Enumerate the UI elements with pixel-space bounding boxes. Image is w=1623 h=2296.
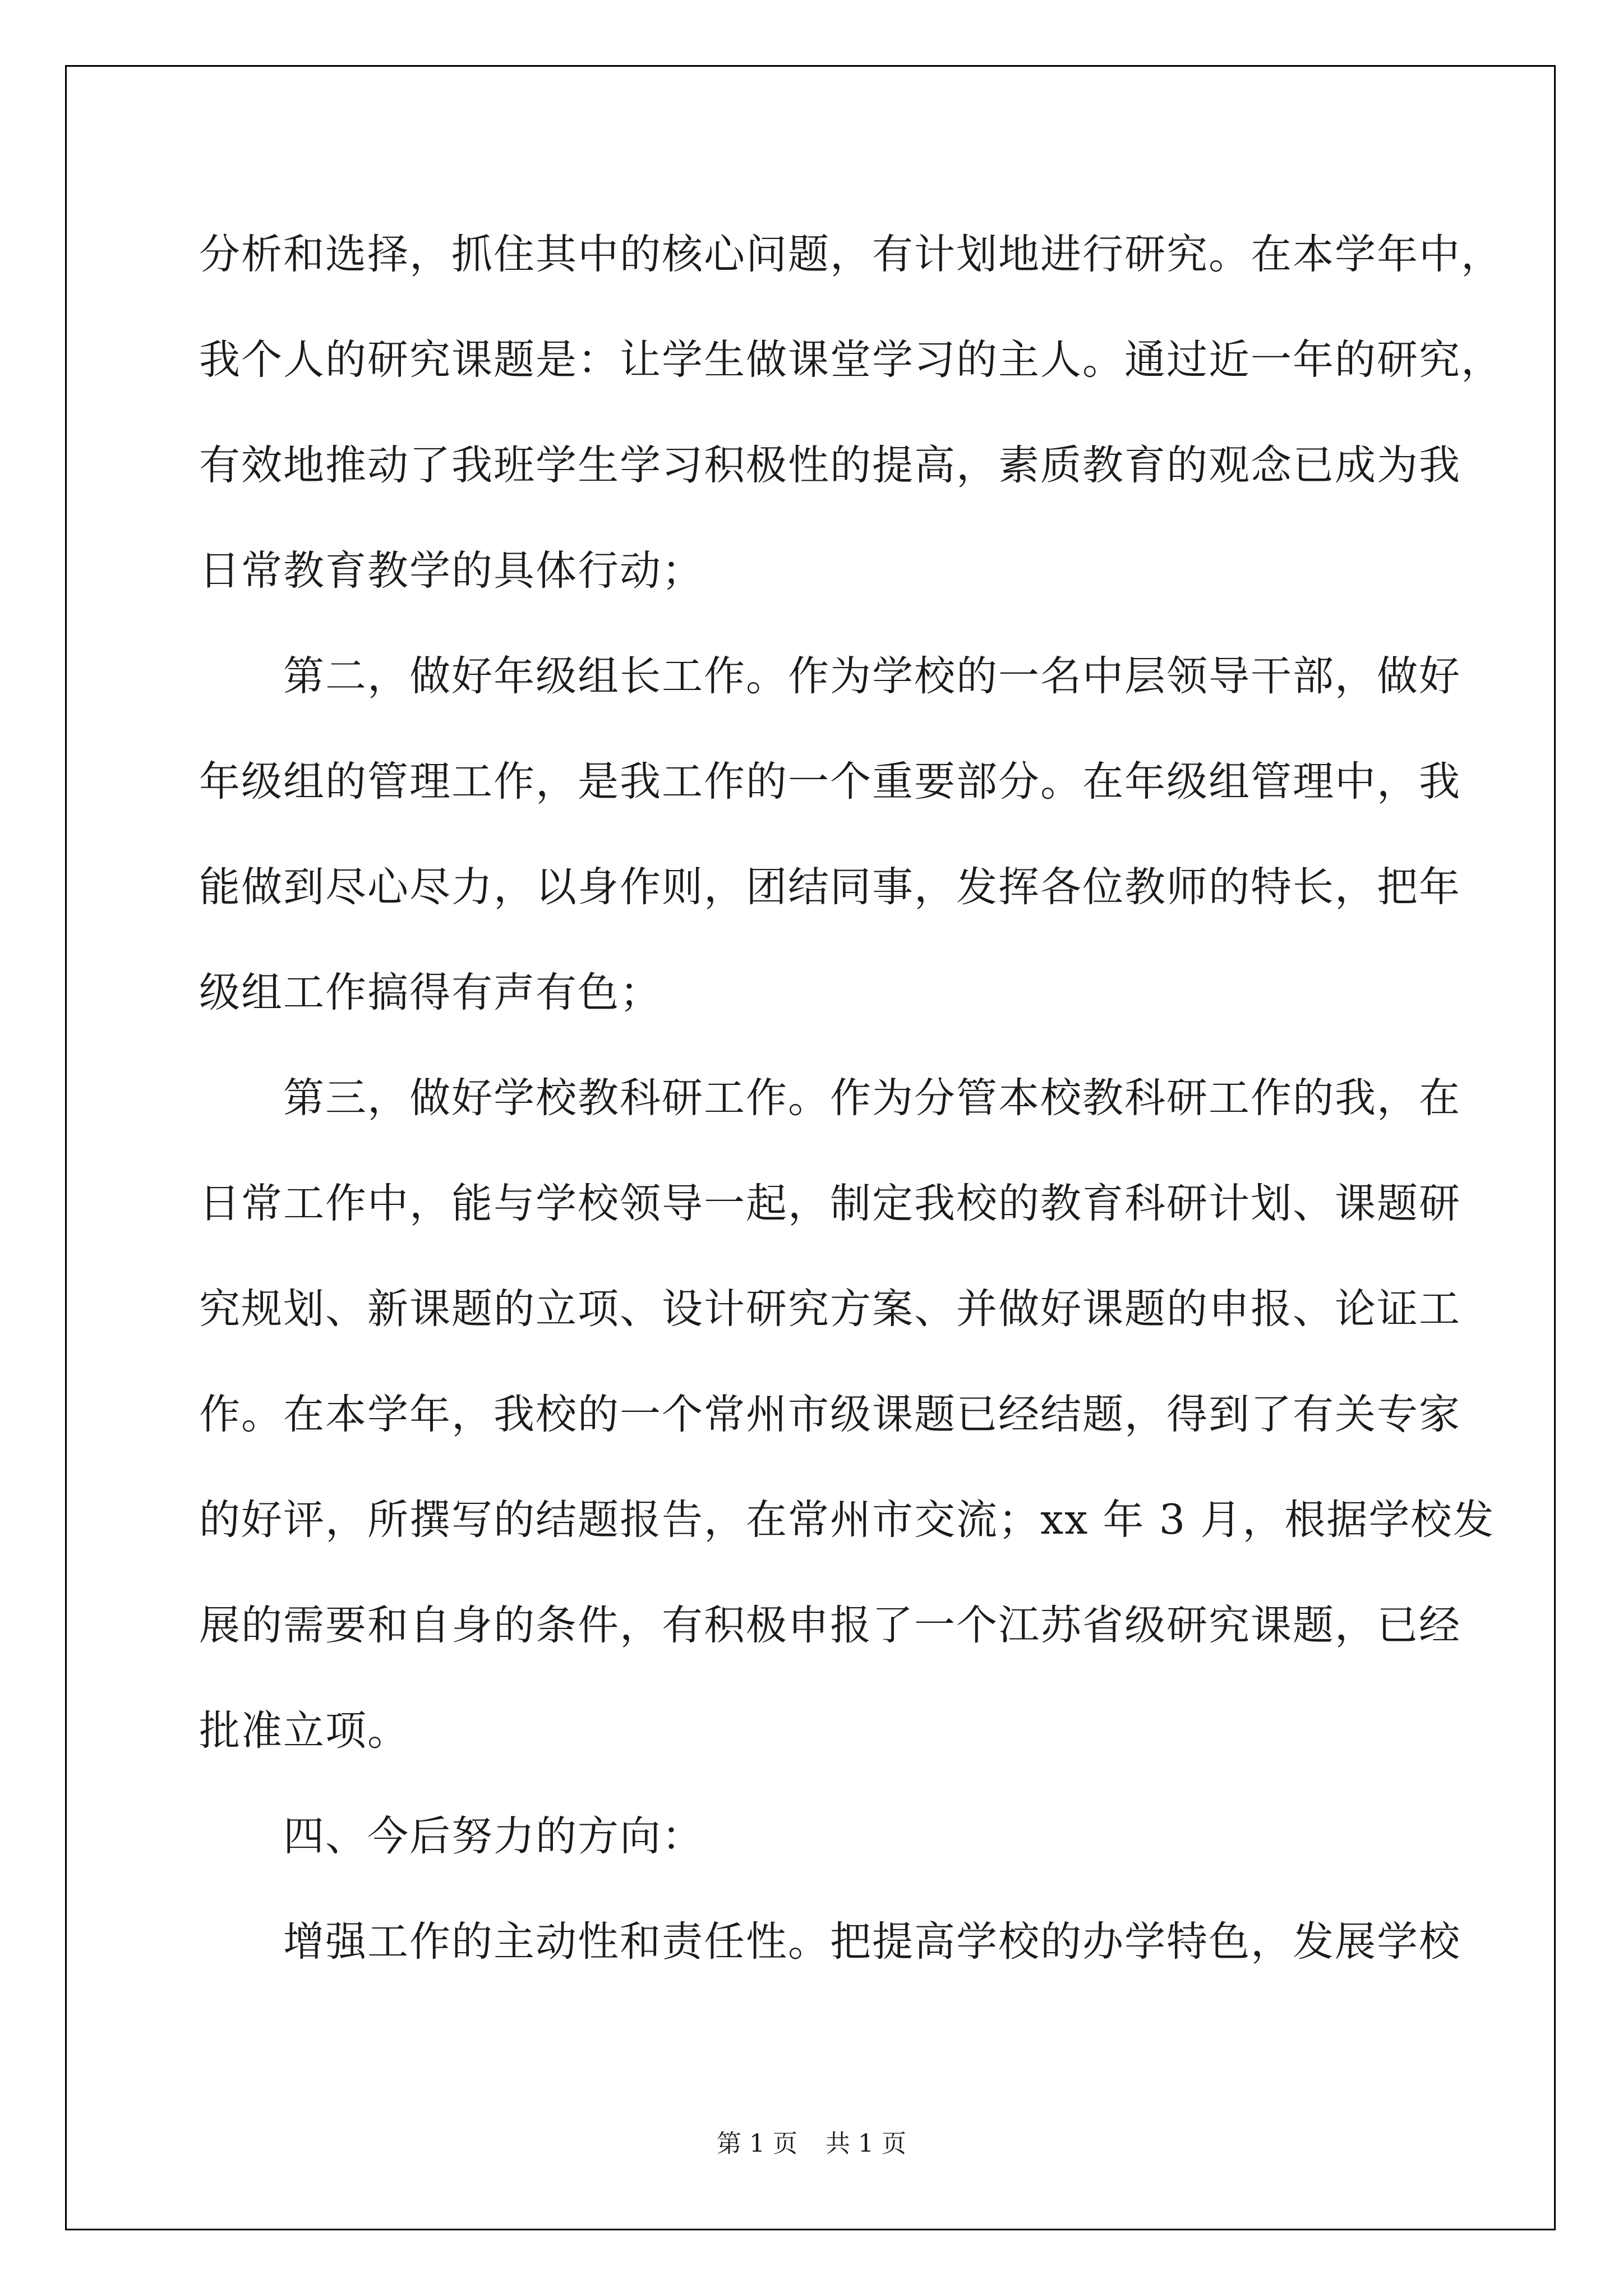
text-line: 的好评，所撰写的结题报告，在常州市交流；xx 年 3 月，根据学校发 xyxy=(199,1496,1495,1544)
text-line: 日常教育教学的具体行动； xyxy=(199,547,704,595)
text-line: 作。在本学年，我校的一个常州市级课题已经结题，得到了有关专家 xyxy=(199,1391,1461,1438)
text-line: 究规划、新课题的立项、设计研究方案、并做好课题的申报、论证工 xyxy=(199,1285,1461,1333)
text-line: 展的需要和自身的条件，有积极申报了一个江苏省级研究课题，已经 xyxy=(199,1602,1461,1649)
page-count: 共 1 页 xyxy=(826,2129,906,2158)
text-line: 第三，做好学校教科研工作。作为分管本校教科研工作的我，在 xyxy=(283,1074,1461,1122)
document-body xyxy=(199,202,1503,1995)
text-line: 能做到尽心尽力，以身作则，团结同事，发挥各位教师的特长，把年 xyxy=(199,863,1461,911)
text-line: 四、今后努力的方向： xyxy=(283,1812,704,1860)
text-line: 第二，做好年级组长工作。作为学校的一名中层领导干部，做好 xyxy=(283,652,1461,700)
text-line: 增强工作的主动性和责任性。把提高学校的办学特色，发展学校 xyxy=(283,1918,1461,1966)
page-number: 第 1 页 xyxy=(717,2129,797,2158)
text-line: 分析和选择，抓住其中的核心问题，有计划地进行研究。在本学年中， xyxy=(199,231,1503,278)
text-line: 我个人的研究课题是：让学生做课堂学习的主人。通过近一年的研究， xyxy=(199,336,1503,384)
text-line: 日常工作中，能与学校领导一起，制定我校的教育科研计划、课题研 xyxy=(199,1180,1461,1227)
text-line: 级组工作搞得有声有色； xyxy=(199,969,662,1016)
text-line: 年级组的管理工作，是我工作的一个重要部分。在年级组管理中，我 xyxy=(199,758,1461,806)
text-line: 批准立项。 xyxy=(199,1707,409,1755)
page-footer xyxy=(0,2123,1623,2159)
text-line: 有效地推动了我班学生学习积极性的提高，素质教育的观念已成为我 xyxy=(199,441,1461,489)
